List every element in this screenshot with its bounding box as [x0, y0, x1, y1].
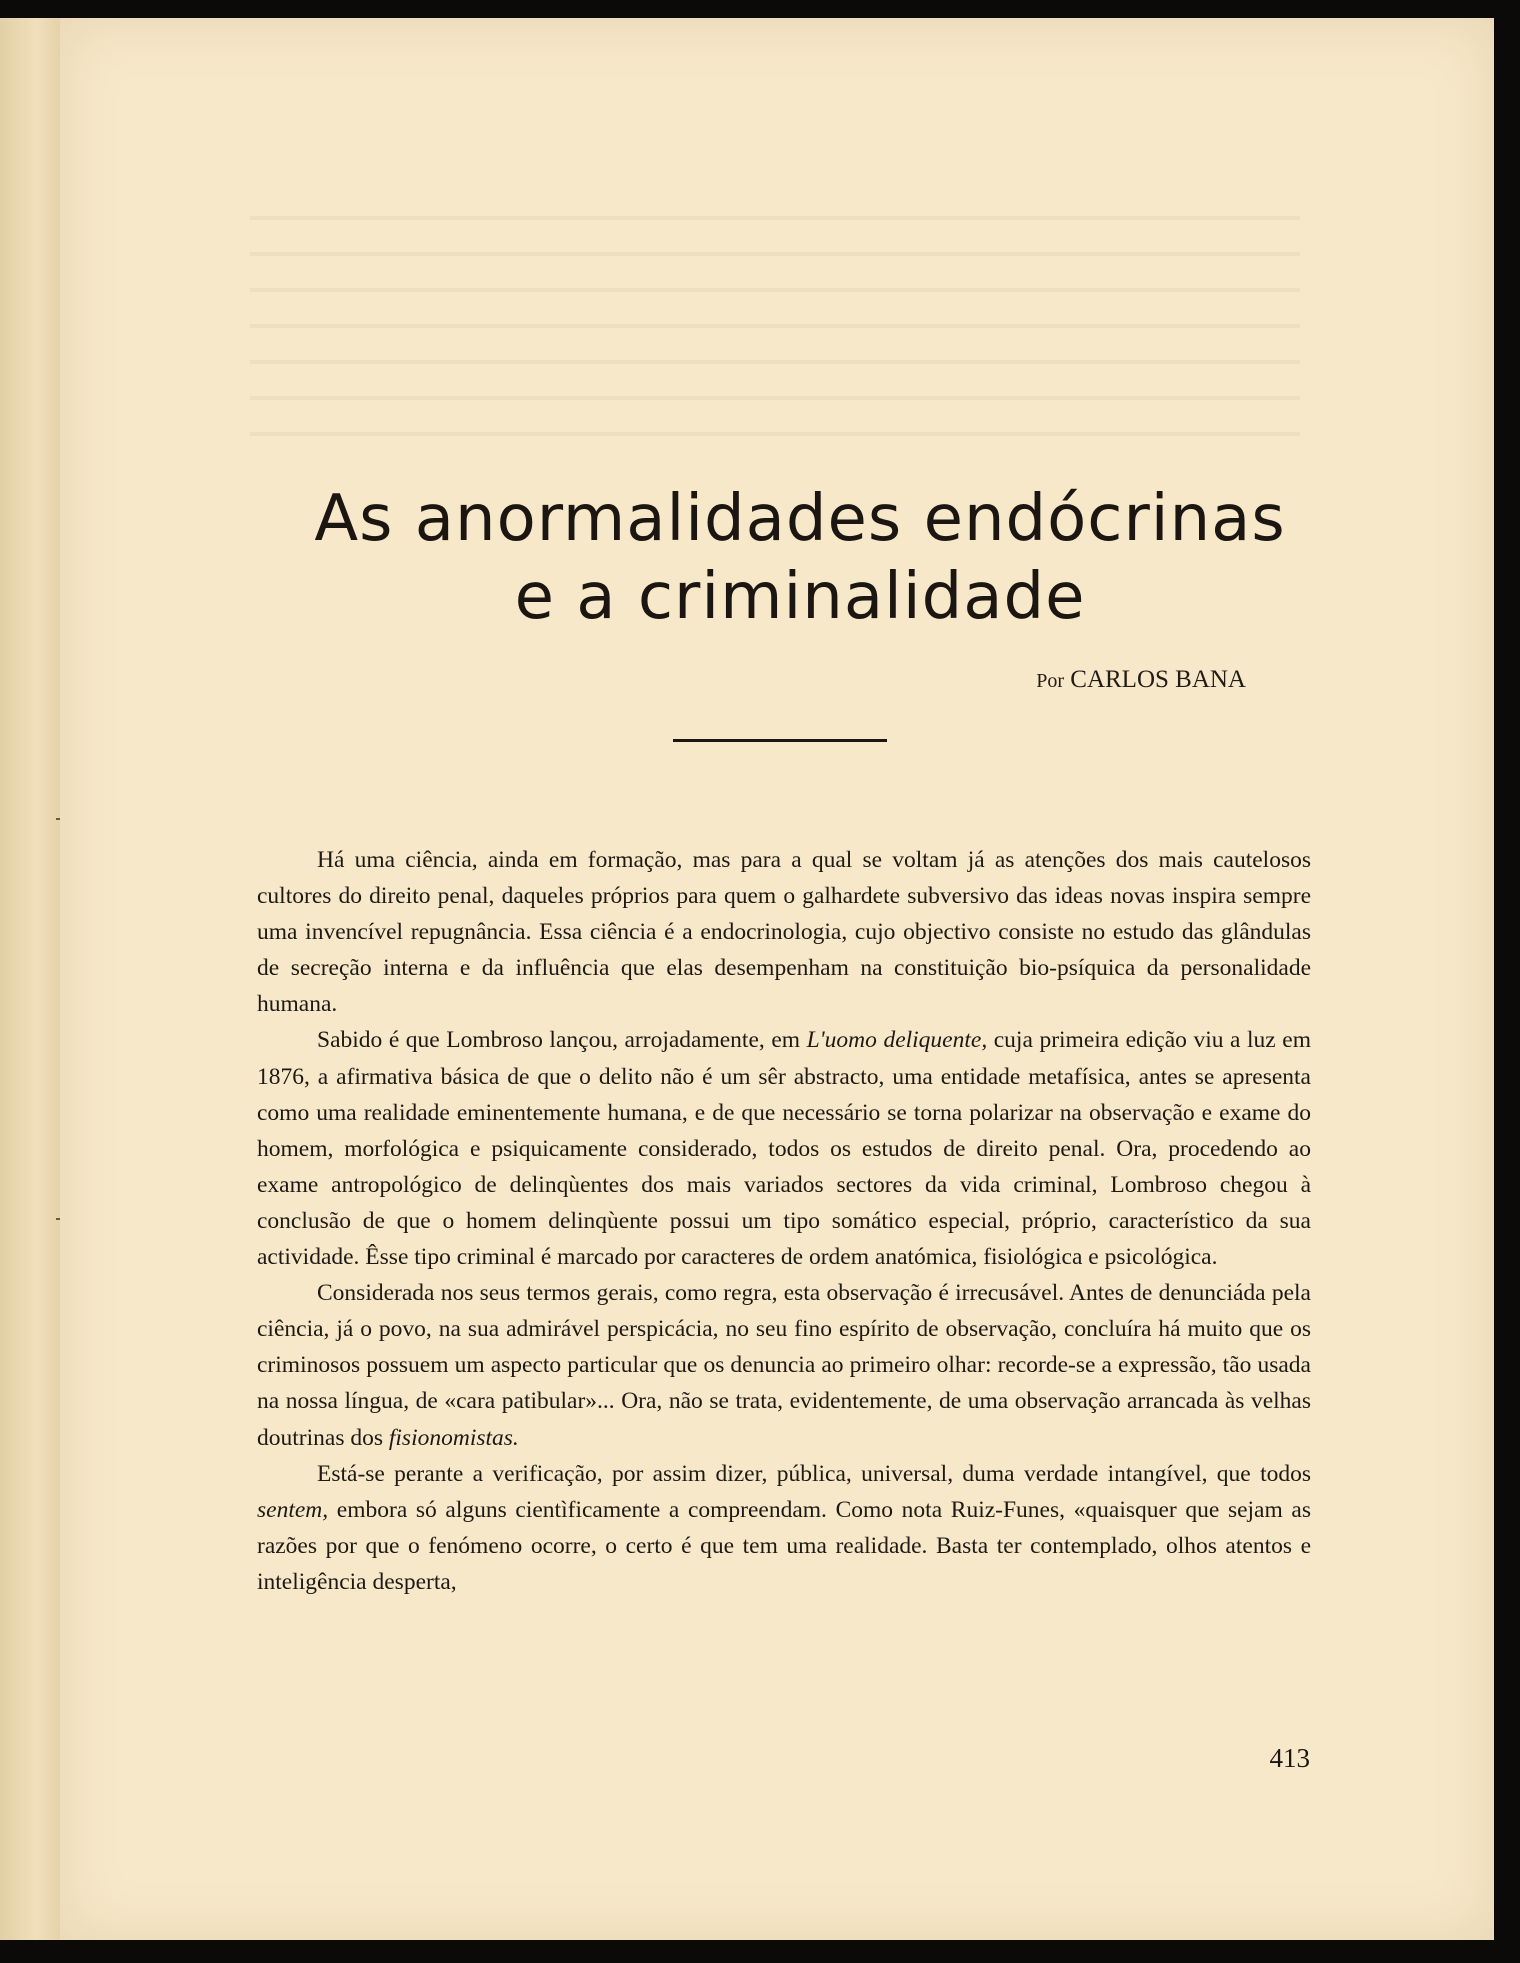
paragraph-1: Há uma ciência, ainda em formação, mas para a qual se voltam já as atenções dos mais cautelosos cultores do direito penal, daqueles próprios para quem o galhardete subversivo das ideas novas inspira sempre uma invencível repugnância. Essa ciência é a endocrinologia, cujo objectivo consiste no estudo das glândulas de secreção interna e da influência que elas desempenham na constituição bio-psíquica da personalidade humana. [257, 847, 1311, 1018]
emphasis-italic: fisionomistas. [388, 1424, 519, 1451]
paragraph-4-end: embora só alguns cientìficamente a compreendam. Como nota Ruiz-Funes, «quaisquer que sejam as razões por que o fenómeno ocorre, o certo é que tem uma realidade. Basta ter contemplado, olhos atentos e inteligência desperta, [257, 1496, 1311, 1595]
byline [1000, 666, 1246, 694]
page-number: 413 [1269, 1743, 1310, 1773]
book-spine [0, 18, 60, 1940]
title-line-2: e a criminalidade [514, 560, 1086, 634]
paragraph-2-start: Sabido é que Lombroso lançou, arrojadamente, em [317, 1027, 807, 1054]
paragraph-2-end: cuja primeira edição viu a luz em 1876, a afirmativa básica de que o delito não é um sêr abstracto, uma entidade metafísica, antes se apresenta como uma realidade eminentemente humana, e de que necessário se torna polarizar na observação e exame do homem, morfológica e psiquicamente considerado, todos os estudos de direito penal. Ora, procedendo ao exame antropológico de delinqùentes dos mais variados sectores da vida criminal, Lombroso chegou à conclusão de que o homem delinqùente possui um tipo somático especial, próprio, característico da sua actividade. Êsse tipo criminal é marcado por caracteres de ordem anatómica, fisiológica e psicológica. [257, 1027, 1311, 1271]
article-body [257, 842, 1311, 1600]
article-title [270, 480, 1330, 636]
title-line-1: As anormalidades endócrinas [314, 482, 1286, 556]
book-title-italic: L'uomo deliquente, [806, 1027, 988, 1054]
paragraph-4-start: Está-se perante a verificação, por assim dizer, pública, universal, duma verdade intangível, que todos [317, 1460, 1311, 1487]
byline-prefix: Por [1036, 670, 1065, 692]
emphasis-italic: sentem, [257, 1496, 329, 1523]
show-through-text [250, 190, 1300, 450]
title-divider [673, 739, 887, 742]
paragraph-3-start: Considerada nos seus termos gerais, como regra, esta observação é irrecusável. Antes de denunciáda pela ciência, já o povo, na sua admirável perspicácia, no seu fino espírito de observação, concluíra há muito que os criminosos possuem um aspecto particular que os denuncia ao primeiro olhar: recorde-se a expressão, tão usada na nossa língua, de «cara patibular»... Ora, não se trata, evidentemente, de uma observação arrancada às velhas doutrinas dos [257, 1280, 1311, 1451]
paragraph-4 [257, 1456, 1311, 1600]
paragraph-3 [257, 1275, 1311, 1455]
byline-author: CARLOS BANA [1070, 666, 1246, 693]
paragraph-2 [257, 1022, 1311, 1275]
